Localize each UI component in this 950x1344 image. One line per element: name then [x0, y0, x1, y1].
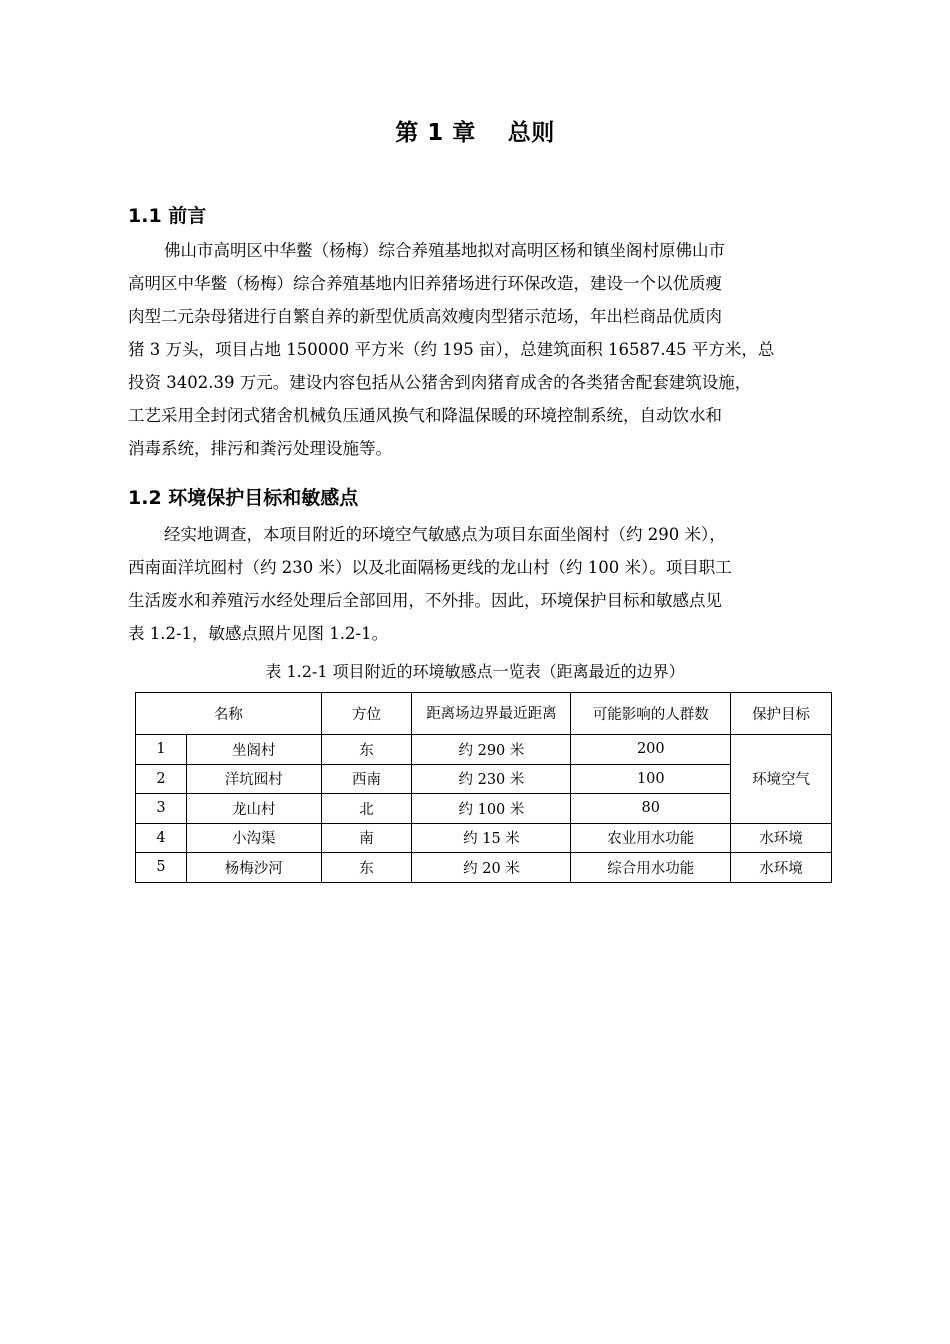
cell-distance: 约 100 米 [412, 794, 571, 824]
cell-name: 小沟渠 [186, 823, 321, 853]
table-row [136, 794, 832, 824]
sensitive-points-table [135, 692, 832, 883]
cell-people: 100 [571, 764, 731, 794]
header-distance: 距离场边界最近距离 [412, 693, 571, 735]
cell-distance: 约 20 米 [412, 853, 571, 883]
cell-no: 2 [136, 764, 187, 794]
cell-no: 4 [136, 823, 187, 853]
section-heading-sensitive-points: 1.2 环境保护目标和敏感点 [128, 487, 359, 509]
cell-no: 3 [136, 794, 187, 824]
text-line: 肉型二元杂母猪进行自繁自养的新型优质高效瘦肉型猪示范场，年出栏商品优质肉 [128, 307, 722, 326]
cell-target-merged: 环境空气 [731, 735, 832, 824]
cell-people: 80 [571, 794, 731, 824]
cell-target: 水环境 [731, 853, 832, 883]
header-direction: 方位 [321, 693, 412, 735]
cell-distance: 约 15 米 [412, 823, 571, 853]
cell-direction: 东 [321, 853, 412, 883]
section-heading-preface: 1.1 前言 [128, 205, 207, 227]
table-row [136, 735, 832, 765]
chapter-title: 第 1 章 总则 [395, 120, 555, 146]
cell-people: 农业用水功能 [571, 823, 731, 853]
cell-no: 1 [136, 735, 187, 765]
cell-name: 龙山村 [186, 794, 321, 824]
text-line: 消毒系统，排污和粪污处理设施等。 [128, 439, 392, 458]
header-people: 可能影响的人群数 [571, 693, 731, 735]
cell-distance: 约 230 米 [412, 764, 571, 794]
table-caption: 表 1.2-1 项目附近的环境敏感点一览表（距离最近的边界） [265, 662, 685, 681]
cell-name: 洋坑囮村 [186, 764, 321, 794]
cell-no: 5 [136, 853, 187, 883]
cell-target: 水环境 [731, 823, 832, 853]
text-line: 高明区中华鳖（杨梅）综合养殖基地内旧养猪场进行环保改造，建设一个以优质瘦 [128, 274, 722, 293]
sensitive-points-paragraph [128, 518, 830, 650]
text-line: 投资 3402.39 万元。建设内容包括从公猪舍到肉猪育成舍的各类猪舍配套建筑设施， [128, 373, 752, 392]
text-line: 生活废水和养殖污水经处理后全部回用，不外排。因此，环境保护目标和敏感点见 [128, 591, 722, 610]
preface-paragraph [128, 234, 830, 465]
cell-name: 杨梅沙河 [186, 853, 321, 883]
cell-direction: 南 [321, 823, 412, 853]
text-line: 表 1.2-1，敏感点照片见图 1.2-1。 [128, 624, 389, 643]
text-line: 经实地调查，本项目附近的环境空气敏感点为项目东面坐阁村（约 290 米）， [164, 525, 726, 544]
cell-distance: 约 290 米 [412, 735, 571, 765]
table-row [136, 823, 832, 853]
cell-name: 坐阁村 [186, 735, 321, 765]
text-line: 工艺采用全封闭式猪舍机械负压通风换气和降温保暖的环境控制系统，自动饮水和 [128, 406, 722, 425]
text-line: 佛山市高明区中华鳖（杨梅）综合养殖基地拟对高明区杨和镇坐阁村原佛山市 [164, 241, 725, 260]
cell-people: 200 [571, 735, 731, 765]
text-line: 猪 3 万头，项目占地 150000 平方米（约 195 亩），总建筑面积 16587.45 平方米，总 [128, 340, 775, 359]
cell-direction: 西南 [321, 764, 412, 794]
text-line: 西南面洋坑囮村（约 230 米）以及北面隔杨更线的龙山村（约 100 米）。项目职工 [128, 558, 732, 577]
header-target: 保护目标 [731, 693, 832, 735]
header-name: 名称 [136, 693, 322, 735]
cell-direction: 东 [321, 735, 412, 765]
table-row [136, 764, 832, 794]
cell-people: 综合用水功能 [571, 853, 731, 883]
table-row [136, 853, 832, 883]
table-header-row [136, 693, 832, 735]
cell-direction: 北 [321, 794, 412, 824]
